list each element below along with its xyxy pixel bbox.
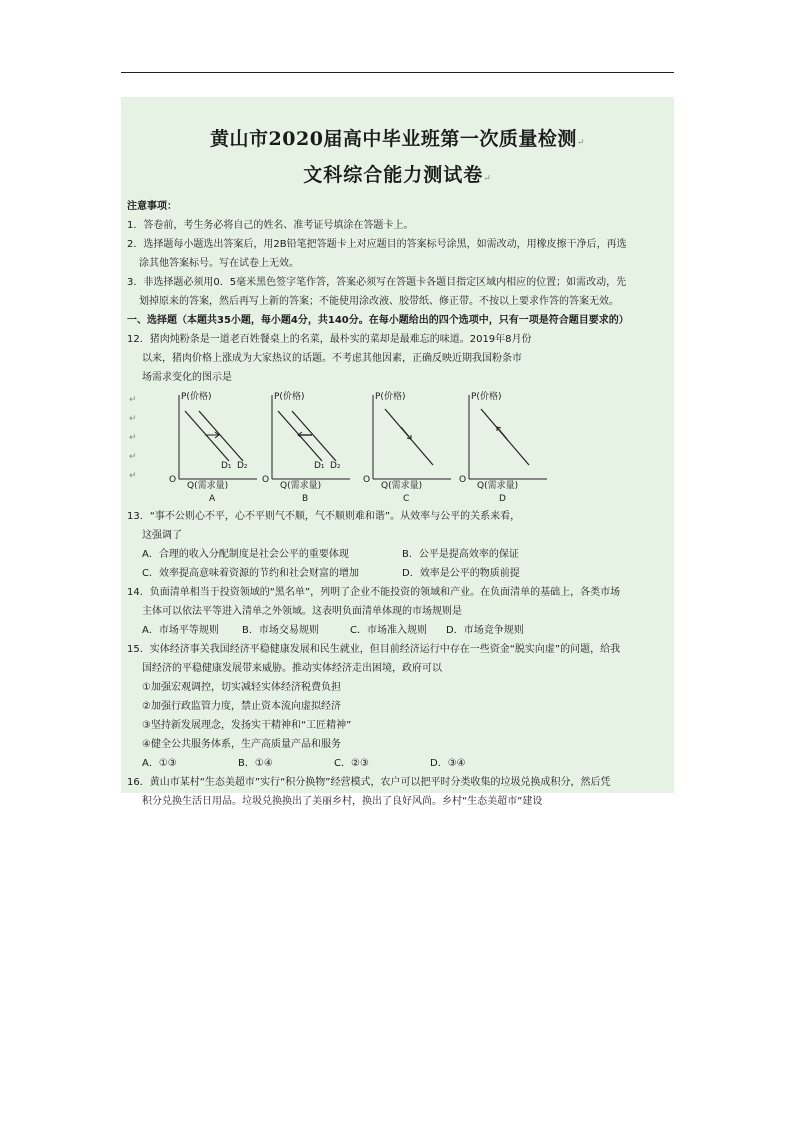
exam-title-line2: 文科综合能力测试卷↵: [303, 164, 492, 186]
margin-marks: ↵ ↵ ↵ ↵ ↵: [129, 395, 137, 481]
option-c: C．②③: [334, 758, 369, 769]
statement-item: ①加强宏观调控，切实减轻实体经济税费负担: [142, 682, 341, 693]
option-b: B．市场交易规则: [242, 625, 319, 636]
curve-label-d2: D₂: [237, 461, 248, 471]
question-15-stem: 国经济的平稳健康发展带来威胁。推动实体经济走出困境，政府可以: [142, 663, 442, 674]
q12-demand-charts: [127, 389, 668, 507]
notes-item: 3．非选择题必须用0．5毫米黑色签字笔作答，答案必须写在答题卡各题目指定区域内相应的位置；如需改动，先: [127, 277, 627, 288]
option-b: B．公平是提高效率的保证: [402, 549, 519, 560]
question-13-stem: 这强调了: [142, 530, 182, 541]
demand-chart-b: [262, 389, 354, 507]
curve-label-d2: D₂: [330, 461, 341, 471]
question-12-stem: 以来，猪肉价格上涨成为大家热议的话题。不考虑其他因素，正确反映近期我国粉条市: [142, 353, 522, 364]
axis-quantity-label: Q(需求量): [381, 481, 423, 491]
statement-item: ②加强行政监管力度，禁止资本流向虚拟经济: [142, 701, 341, 712]
demand-chart-a: [169, 389, 261, 507]
notes-item: 2．选择题每小题选出答案后，用2B铅笔把答题卡上对应题目的答案标号涂黑，如需改动，用橡皮擦干净后，再选: [127, 239, 627, 250]
statement-item: ④健全公共服务体系，生产高质量产品和服务: [142, 739, 341, 750]
question-16-stem: 16．黄山市某村“生态美超市”实行“积分换物”经营模式，农户可以把平时分类收集的垃圾兑换成积分，然后凭: [127, 777, 611, 788]
option-d: D．③④: [430, 758, 466, 769]
question-14-stem: 14．负面清单相当于投资领域的“黑名单”，列明了企业不能投资的领域和产业。在负面清单的基础上，各类市场: [127, 587, 621, 598]
question-13-stem: 13．“事不公则心不平，心不平则气不顺，气不顺则难和谐”。从效率与公平的关系来看，: [127, 511, 521, 522]
notes-item: 划掉原来的答案，然后再写上新的答案；不能使用涂改液、胶带纸、修正带。不按以上要求作答的答案无效。: [139, 296, 619, 307]
question-13-options-row: [127, 545, 668, 564]
demand-chart-d: [459, 389, 551, 507]
curve-label-d1: D₁: [221, 461, 232, 471]
axis-price-label: P(价格): [274, 392, 305, 402]
question-12-stem: 场需求变化的图示是: [142, 372, 232, 383]
question-13-options-row: [127, 564, 668, 583]
scanned-exam-page: [121, 97, 674, 807]
option-b: B．①④: [238, 758, 273, 769]
question-14-options-row: [127, 621, 668, 640]
chart-letter-a: A: [209, 494, 216, 504]
chart-letter-c: C: [403, 494, 410, 504]
option-d: D．效率是公平的物质前提: [402, 568, 520, 579]
notes-item: 涂其他答案标号。写在试卷上无效。: [139, 258, 299, 269]
curve-label-d1: D₁: [314, 461, 325, 471]
exam-title-line1: 黄山市2020届高中毕业班第一次质量检测↵: [210, 128, 585, 150]
option-d: D．市场竞争规则: [446, 625, 524, 636]
question-15-stem: 15．实体经济事关我国经济平稳健康发展和民生就业，但目前经济运行中存在一些资金“脱实向虚”的问题，给我: [127, 644, 621, 655]
notes-item: 1．答卷前，考生务必将自己的姓名、准考证号填涂在答题卡上。: [127, 220, 414, 231]
axis-price-label: P(价格): [181, 392, 212, 402]
option-a: A．①③: [142, 758, 177, 769]
option-c: C．市场准入规则: [350, 625, 427, 636]
axis-origin: O: [363, 475, 371, 485]
chart-letter-b: B: [302, 494, 309, 504]
axis-origin: O: [169, 475, 177, 485]
option-a: A．合理的收入分配制度是社会公平的重要体现: [142, 549, 349, 560]
demand-chart-c: [363, 389, 455, 507]
axis-quantity-label: Q(需求量): [280, 481, 322, 491]
option-a: A．市场平等规则: [142, 625, 219, 636]
question-16-stem: 积分兑换生活日用品。垃圾兑换换出了美丽乡村，换出了良好风尚。乡村“生态美超市”建设: [142, 796, 543, 807]
notes-heading: 注意事项：: [127, 201, 177, 212]
question-14-stem: 主体可以依法平等进入清单之外领域。这表明负面清单体现的市场规则是: [142, 606, 462, 617]
section-heading-choice: 一、选择题（本题共35小题，每小题4分，共140分。在每小题给出的四个选项中，只有一项是符合题目要求的）: [127, 315, 629, 326]
axis-origin: O: [459, 475, 467, 485]
axis-quantity-label: Q(需求量): [477, 481, 519, 491]
axis-price-label: P(价格): [471, 392, 502, 402]
page-top-rule: [121, 72, 674, 73]
question-12-stem: 12．猪肉炖粉条是一道老百姓餐桌上的名菜，最朴实的菜却是最难忘的味道。2019年8月份: [127, 334, 532, 345]
chart-letter-d: D: [499, 494, 506, 504]
option-c: C．效率提高意味着资源的节约和社会财富的增加: [142, 568, 359, 579]
axis-origin: O: [262, 475, 270, 485]
question-15-options-row: [127, 754, 668, 773]
axis-price-label: P(价格): [375, 392, 406, 402]
axis-quantity-label: Q(需求量): [187, 481, 229, 491]
statement-item: ③坚持新发展理念，发扬实干精神和“工匠精神”: [142, 720, 352, 731]
